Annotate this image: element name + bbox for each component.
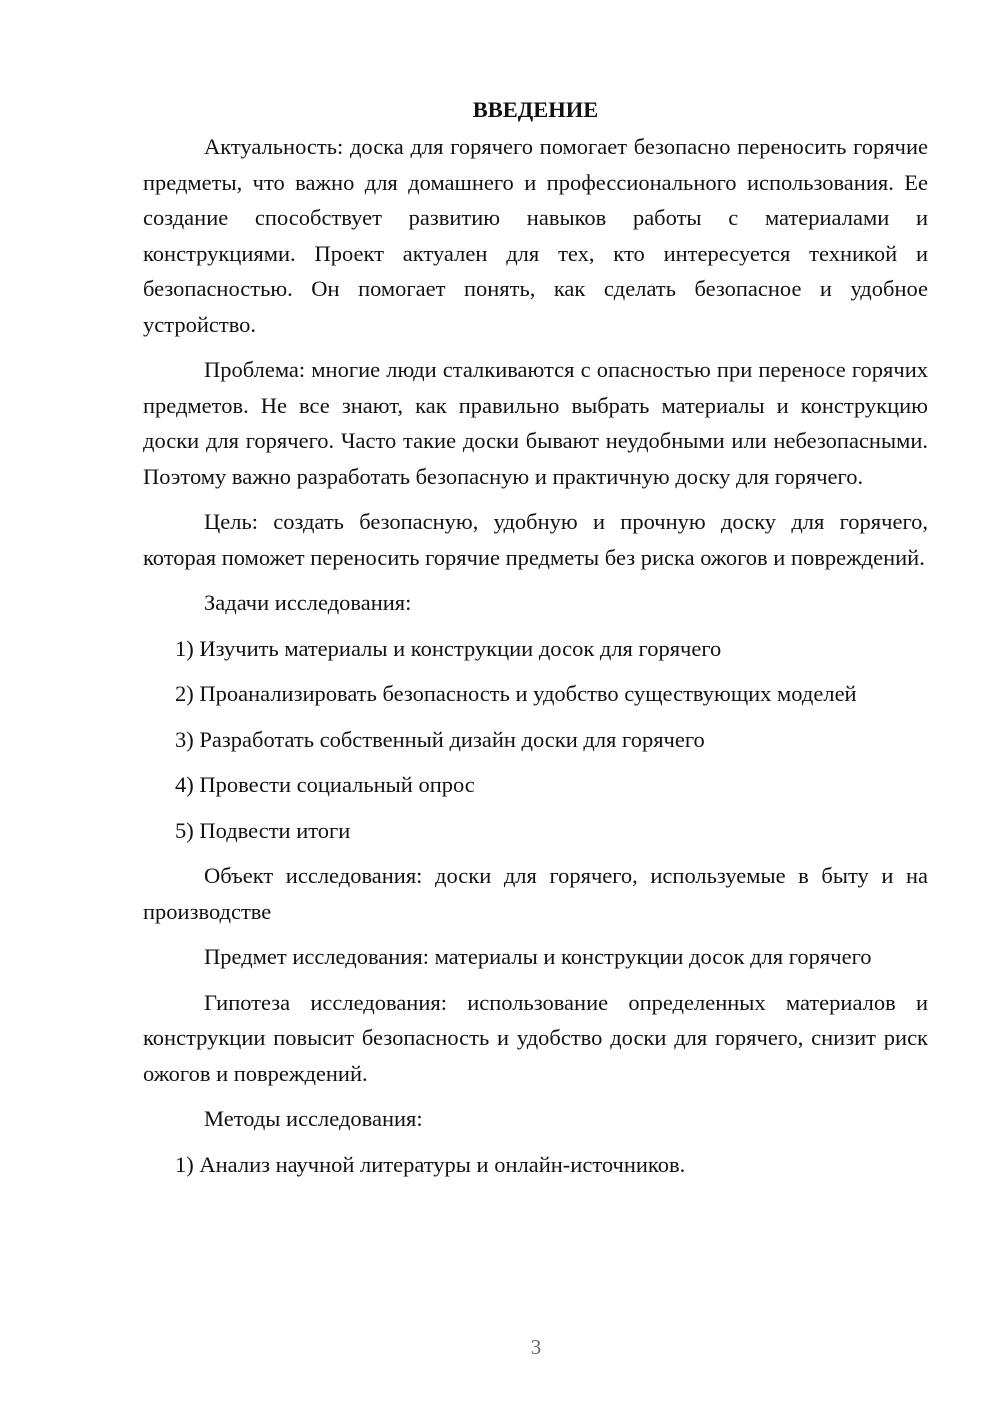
subject-paragraph: Предмет исследования: материалы и конструкции досок для горячего [204,944,872,969]
method-item: 1) Анализ научной литературы и онлайн-источников. [175,1151,686,1177]
methods-heading: Методы исследования: [204,1106,423,1131]
problem-paragraph: Проблема: многие люди сталкиваются с опасностью при переносе горячих предметов. Не все знают, как правильно выбрать материалы и конструкцию доски для горячего. Часто такие доски бывают неудобными или небезопасными. Поэтому важно разработать безопасную и практичную доску для горячего. [143,357,928,489]
task-item: 1) Изучить материалы и конструкции досок для горячего [175,635,722,661]
section-heading: ВВЕДЕНИЕ [472,97,599,122]
tasks-heading: Задачи исследования: [204,590,412,615]
task-item: 4) Провести социальный опрос [175,772,475,797]
goal-paragraph: Цель: создать безопасную, удобную и прочную доску для горячего, которая поможет переносить горячие предметы без риска ожогов и повреждений. [143,509,928,570]
task-item: 3) Разработать собственный дизайн доски для горячего [175,726,705,752]
page-content [143,92,928,1192]
task-item: 5) Подвести итоги [175,817,351,843]
task-item: 2) Проанализировать безопасность и удобство существующих моделей [175,681,857,706]
relevance-paragraph: Актуальность: доска для горячего помогает безопасно переносить горячие предметы, что важно для домашнего и профессионального использования. Ее создание способствует развитию навыков работы с материалами и конструкциями. Проект актуален для тех, кто интересуется техникой и безопасностью. Он помогает понять, как сделать безопасное и удобное устройство. [143,134,928,337]
page-number: 3 [530,1335,542,1359]
hypothesis-paragraph: Гипотеза исследования: использование определенных материалов и конструкции повысит безопасность и удобство доски для горячего, снизит риск ожогов и повреждений. [143,989,928,1086]
object-paragraph: Объект исследования: доски для горячего, используемые в быту и на производстве [143,863,928,924]
